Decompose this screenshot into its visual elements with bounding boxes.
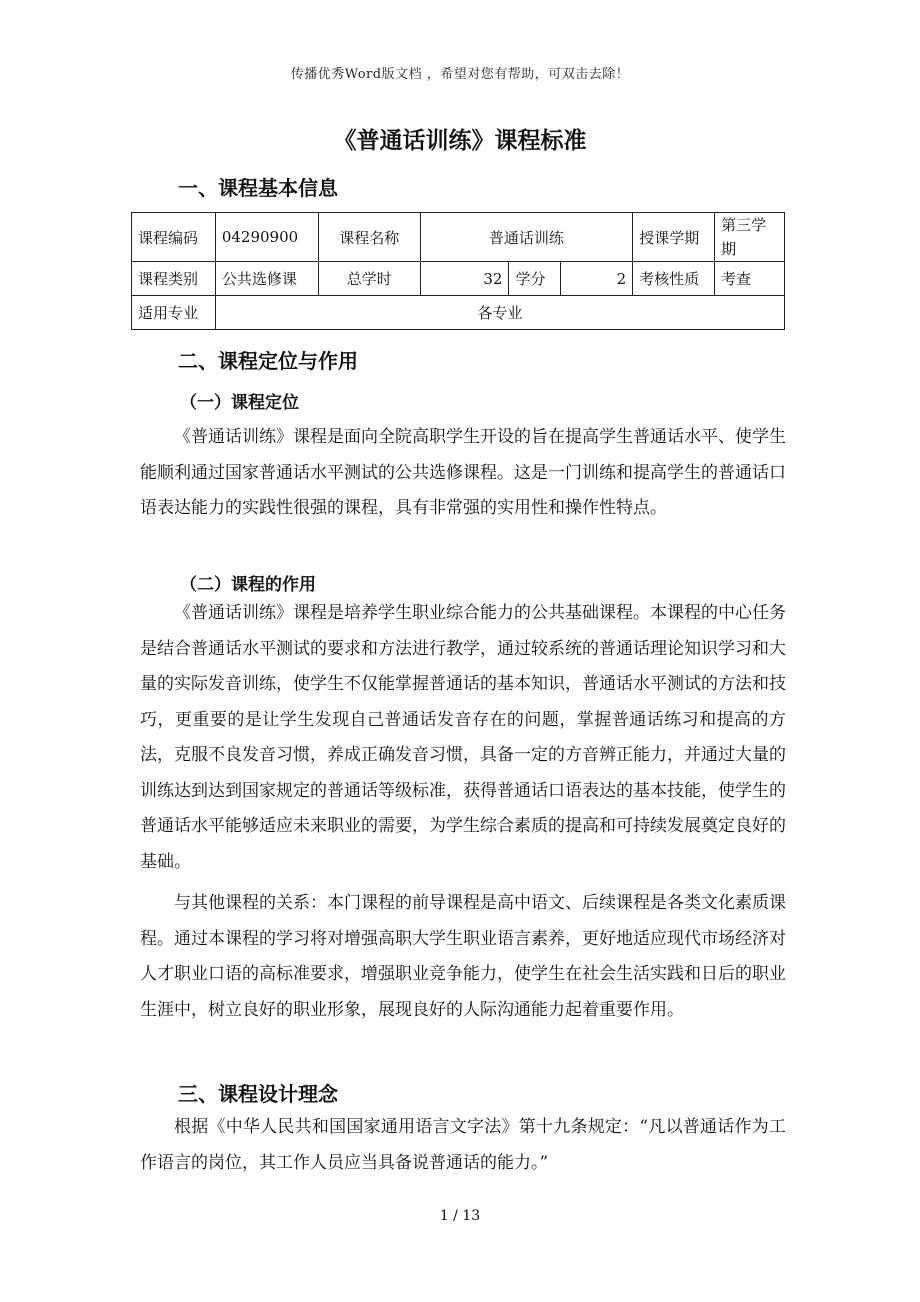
course-name-label: 课程名称 <box>318 213 420 262</box>
major-label: 适用专业 <box>132 296 216 330</box>
term-value: 第三学期 <box>715 213 785 262</box>
page-number: 1 / 13 <box>439 1208 481 1224</box>
term-label: 授课学期 <box>633 213 715 262</box>
subheading-role: （二）课程的作用 <box>180 575 316 595</box>
assessment-label: 考核性质 <box>633 262 715 296</box>
course-code-value: 04290900 <box>215 213 318 262</box>
total-hours-label: 总学时 <box>318 262 420 296</box>
major-value: 各专业 <box>215 296 784 330</box>
header-note: 传播优秀Word版文档 ，希望对您有帮助，可双击去除！ <box>290 67 630 82</box>
paragraph-positioning: 《普通话训练》课程是面向全院高职学生开设的旨在提高学生普通话水平、使学生能顺利通过国家普通话水平测试的公共选修课程。这是一门训练和提高学生的普通话口语表达能力的实践性很强的课程，具有非常强的实用性和操作性特点。 <box>140 427 786 518</box>
course-type-value: 公共选修课 <box>215 262 318 296</box>
section-heading-positioning: 二、课程定位与作用 <box>178 349 358 373</box>
paragraph-relationships: 与其他课程的关系：本门课程的前导课程是高中语文、后续课程是各类文化素质课程。通过本课程的学习将对增强高职大学生职业语言素养，更好地适应现代市场经济对人才职业口语的高标准要求，增强职业竞争能力，使学生在社会生活实践和日后的职业生涯中，树立良好的职业形象，展现良好的人际沟通能力起着重要作用。 <box>140 893 786 1020</box>
subheading-positioning: （一）课程定位 <box>180 393 299 413</box>
credit-value: 2 <box>561 262 633 296</box>
document-title: 《普通话训练》课程标准 <box>333 128 587 154</box>
course-code-label: 课程编码 <box>132 213 216 262</box>
table-row <box>132 213 785 262</box>
section-heading-design: 三、课程设计理念 <box>178 1082 338 1106</box>
course-name-value: 普通话训练 <box>420 213 633 262</box>
table-row <box>132 296 785 330</box>
assessment-value: 考查 <box>715 262 785 296</box>
credit-label: 学分 <box>509 262 561 296</box>
paragraph-role: 《普通话训练》课程是培养学生职业综合能力的公共基础课程。本课程的中心任务是结合普通话水平测试的要求和方法进行教学，通过较系统的普通话理论知识学习和大量的实际发音训练，使学生不仅能掌握普通话的基本知识，普通话水平测试的方法和技巧，更重要的是让学生发现自己普通话发音存在的问题，掌握普通话练习和提高的方法，克服不良发音习惯，养成正确发音习惯，具备一定的方音辨正能力，并通过大量的训练达到达到国家规定的普通话等级标准，获得普通话口语表达的基本技能，使学生的普通话水平能够适应未来职业的需要，为学生综合素质的提高和可持续发展奠定良好的基础。 <box>140 603 786 872</box>
table-row <box>132 262 785 296</box>
paragraph-design: 根据《中华人民共和国国家通用语言文字法》第十九条规定：“凡以普通话作为工作语言的岗位，其工作人员应当具备说普通话的能力。” <box>140 1117 786 1173</box>
section-heading-basic-info: 一、课程基本信息 <box>178 176 338 200</box>
course-type-label: 课程类别 <box>132 262 216 296</box>
course-info-table <box>131 212 785 330</box>
total-hours-value: 32 <box>420 262 509 296</box>
